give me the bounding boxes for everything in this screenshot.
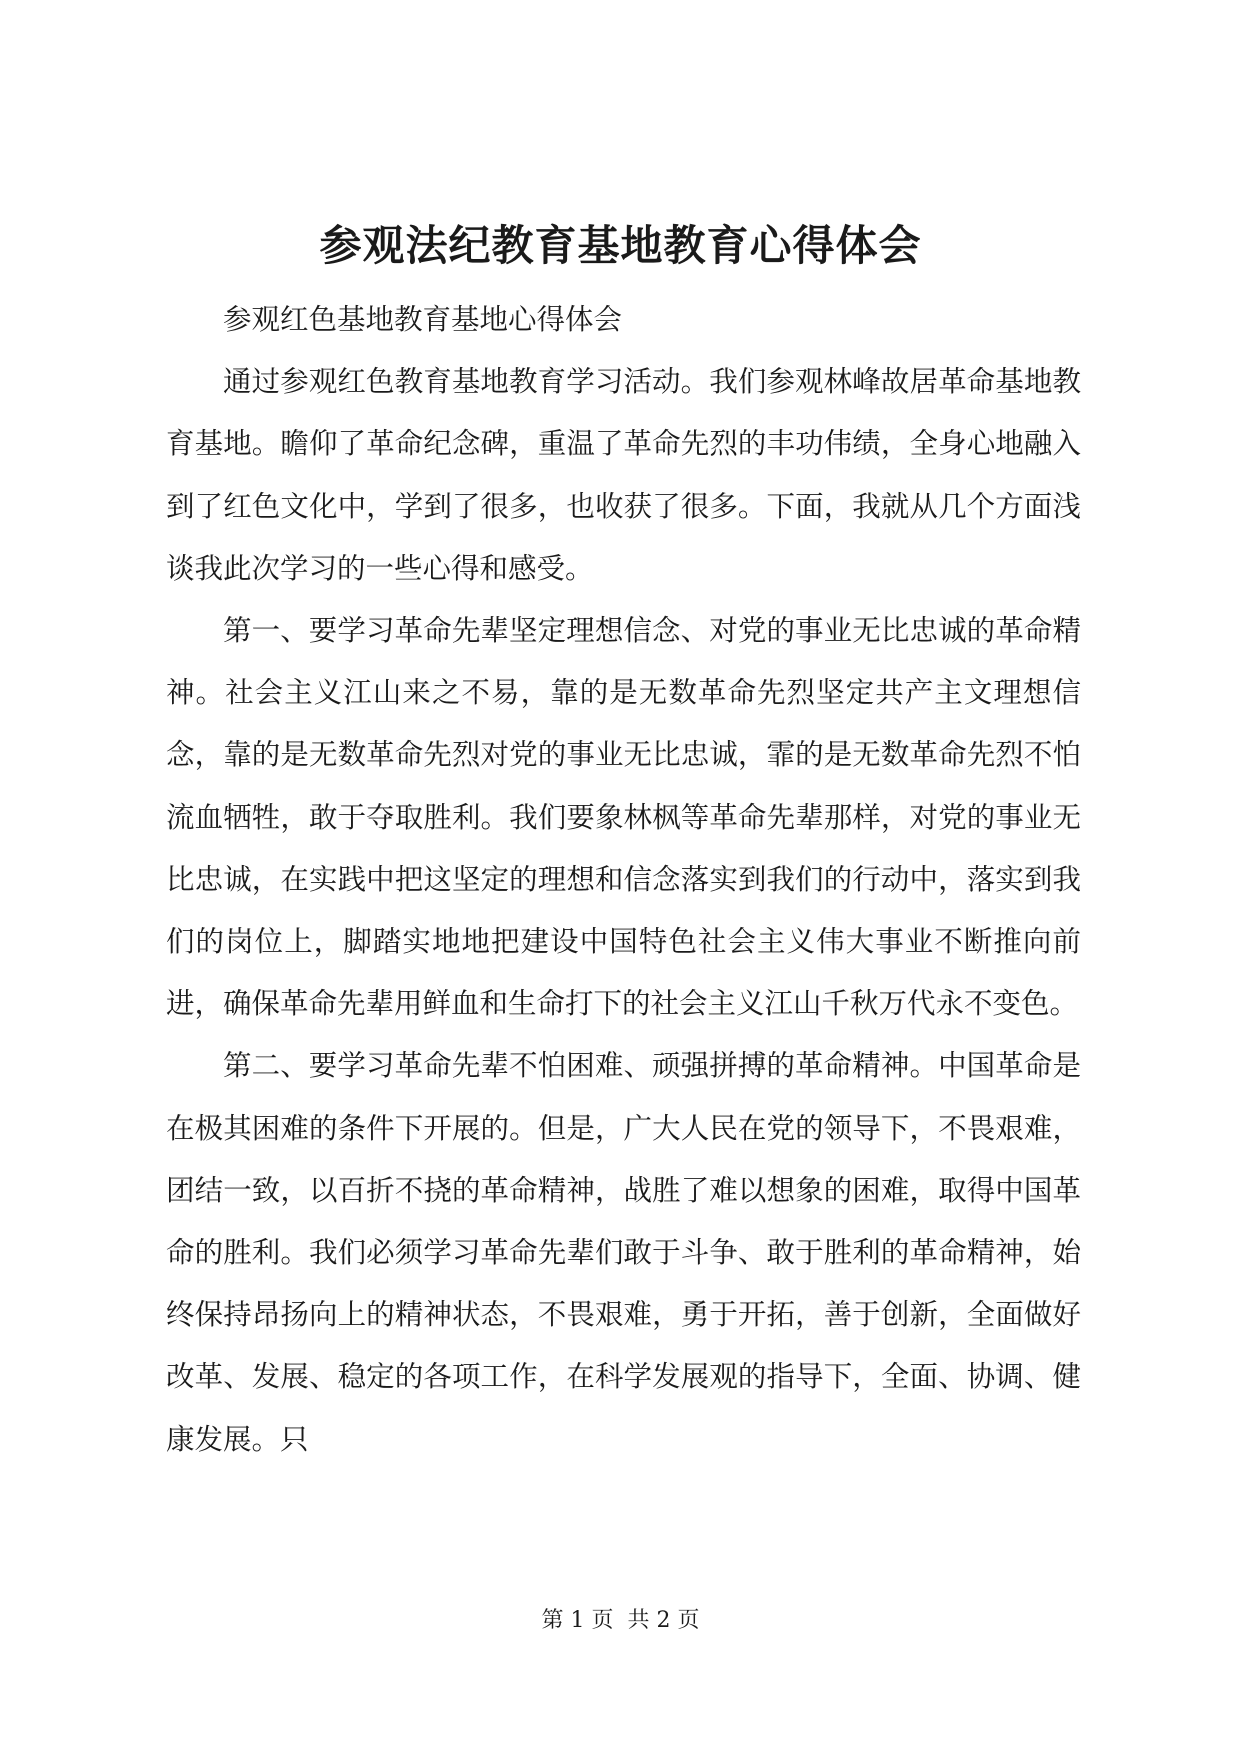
page-number-footer: 第 1 页 共 2 页 [541, 1608, 700, 1633]
first-point-paragraph: 第一、要学习革命先辈坚定理想信念、对党的事业无比忠诚的革命精神。社会主义江山来之不易，靠的是无数革命先烈坚定共产主文理想信念，靠的是无数革命先烈对党的事业无比忠诚，霏的是无数革命先烈不怕流血牺牲，敢于夺取胜利。我们要象林枫等革命先辈那样，对党的事业无比忠诚，在实践中把这坚定的理想和信念落实到我们的行动中，落实到我们的岗位上，脚踏实地地把建设中国特色社会主义伟大事业不断推向前进，确保革命先辈用鲜血和生命打下的社会主义江山千秋万代永不变色。 [166, 614, 1081, 1021]
intro-paragraph: 通过参观红色教育基地教育学习活动。我们参观林峰故居革命基地教育基地。瞻仰了革命纪念碑，重温了革命先烈的丰功伟绩，全身心地融入到了红色文化中，学到了很多，也收获了很多。下面，我就从几个方面浅谈我此次学习的一些心得和感受。 [166, 365, 1081, 585]
document-body [166, 289, 1081, 1471]
document-title: 参观法纪教育基地教育心得体会 [319, 221, 922, 270]
second-point-paragraph: 第二、要学习革命先辈不怕困难、顽强拼搏的革命精神。中国革命是在极其困难的条件下开展的。但是，广大人民在党的领导下，不畏艰难，团结一致，以百折不挠的革命精神，战胜了难以想象的困难，取得中国革命的胜利。我们必须学习革命先辈们敢于斗争、敢于胜利的革命精神，始终保持昂扬向上的精神状态，不畏艰难，勇于开拓，善于创新，全面做好改革、发展、稳定的各项工作，在科学发展观的指导下，全面、协调、健康发展。只 [166, 1049, 1081, 1456]
subtitle-paragraph: 参观红色基地教育基地心得体会 [223, 303, 623, 336]
